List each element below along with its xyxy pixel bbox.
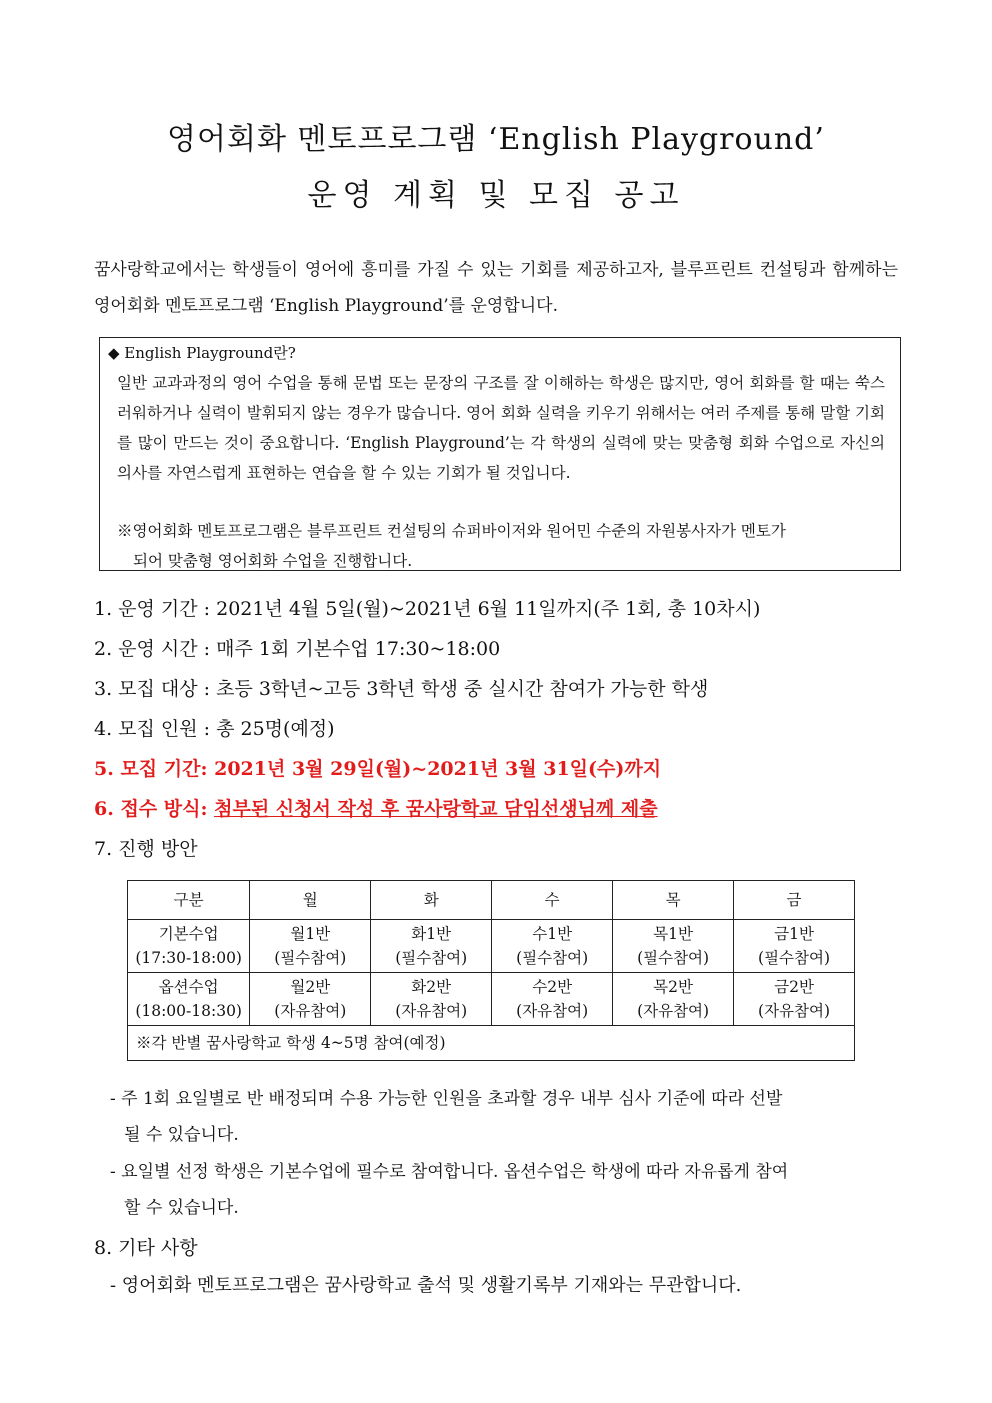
item-period: 1. 운영 기간 : 2021년 4월 5일(월)~2021년 6월 11일까지(주 1회, 총 10차시) <box>94 598 761 620</box>
bullet-participation-line2: 할 수 있습니다. <box>124 1198 239 1218</box>
header-cell: 월 <box>250 881 371 920</box>
class-name: 금1반 <box>774 925 814 943</box>
class-cell <box>250 973 371 1026</box>
class-cell <box>371 920 492 973</box>
bullet-participation <box>110 1154 898 1226</box>
class-cell <box>613 973 734 1026</box>
intro-paragraph: 꿈사랑학교에서는 학생들이 영어에 흥미를 가질 수 있는 기회를 제공하고자, 블루프린트 컨설팅과 함께하는 영어회화 멘토프로그램 ‘English Playground’를 운영합니다. <box>94 260 898 316</box>
item-etc: 8. 기타 사항 <box>94 1237 198 1259</box>
info-box-heading: ◆ English Playground란? <box>108 344 296 362</box>
class-note: (자유참여) <box>516 1002 589 1020</box>
info-box-note-line1: ※영어회화 멘토프로그램은 블루프린트 컨설팅의 슈퍼바이저와 원어민 수준의 자원봉사자가 멘토가 <box>117 522 786 540</box>
class-cell <box>492 920 613 973</box>
header-cell: 목 <box>613 881 734 920</box>
item-capacity: 4. 모집 인원 : 총 25명(예정) <box>94 718 335 740</box>
item-application-label: 6. 접수 방식: <box>94 798 215 820</box>
class-name: 목1반 <box>653 925 693 943</box>
schedule-table <box>127 880 855 1061</box>
schedule-note-row <box>128 1026 855 1061</box>
header-cell: 화 <box>371 881 492 920</box>
item-target: 3. 모집 대상 : 초등 3학년~고등 3학년 학생 중 실시간 참여가 가능한 학생 <box>94 678 709 700</box>
item-recruit-period: 5. 모집 기간: 2021년 3월 29일(월)~2021년 3월 31일(수)까지 <box>94 758 662 780</box>
class-note: (자유참여) <box>758 1002 831 1020</box>
class-cell <box>250 920 371 973</box>
class-cell <box>492 973 613 1026</box>
class-cell <box>371 973 492 1026</box>
bullet-assignment <box>110 1081 898 1153</box>
class-note: (자유참여) <box>395 1002 468 1020</box>
class-note: (필수참여) <box>516 949 589 967</box>
row-label: 옵션수업 <box>158 978 219 996</box>
row-label: 기본수업 <box>158 925 219 943</box>
class-name: 수2반 <box>532 978 573 996</box>
class-note: (필수참여) <box>395 949 468 967</box>
class-name: 월2반 <box>290 978 331 996</box>
row-label-cell <box>128 973 250 1026</box>
class-name: 수1반 <box>532 925 573 943</box>
class-note: (필수참여) <box>637 949 710 967</box>
header-cell: 수 <box>492 881 613 920</box>
info-box <box>99 337 901 571</box>
item-plan: 7. 진행 방안 <box>94 838 198 860</box>
bullet-participation-line1: - 요일별 선정 학생은 기본수업에 필수로 참여합니다. 옵션수업은 학생에 따라 자유롭게 참여 <box>110 1162 789 1182</box>
bullet-assignment-line1: - 주 1회 요일별로 반 배정되며 수용 가능한 인원을 초과할 경우 내부 심사 기준에 따라 선발 <box>110 1089 783 1109</box>
class-note: (자유참여) <box>637 1002 710 1020</box>
row-time: (18:00-18:30) <box>135 1002 242 1020</box>
schedule-note: ※각 반별 꿈사랑학교 학생 4~5명 참여(예정) <box>128 1026 855 1061</box>
class-name: 목2반 <box>653 978 693 996</box>
class-cell <box>734 920 855 973</box>
header-cell: 구분 <box>128 881 250 920</box>
document-title-line2: 운영 계획 및 모집 공고 <box>307 178 685 213</box>
schedule-header-row <box>128 881 855 920</box>
bullet-assignment-line2: 될 수 있습니다. <box>124 1125 239 1145</box>
table-row <box>128 973 855 1026</box>
header-cell: 금 <box>734 881 855 920</box>
class-cell <box>613 920 734 973</box>
row-time: (17:30-18:00) <box>135 949 242 967</box>
info-box-note-line2: 되어 맞춤형 영어회화 수업을 진행합니다. <box>133 552 413 570</box>
class-name: 화1반 <box>411 925 452 943</box>
class-cell <box>734 973 855 1026</box>
class-note: (자유참여) <box>274 1002 347 1020</box>
class-note: (필수참여) <box>274 949 347 967</box>
item-application <box>94 794 658 821</box>
class-note: (필수참여) <box>758 949 831 967</box>
info-box-body: 일반 교과과정의 영어 수업을 통해 문법 또는 문장의 구조를 잘 이해하는 학생은 많지만, 영어 회화를 할 때는 쑥스러워하거나 실력이 발휘되지 않는 경우가 많습니다. 영어 회화 실력을 키우기 위해서는 여러 주제를 통해 말할 기회를 많이 만드는 것이 중요합니다. ‘English Playground’는 각 학생의 실력에 맞는 맞춤형 회화 수업으로 자신의 의사를 자연스럽게 표현하는 연습을 할 수 있는 기회가 될 것입니다. <box>117 374 885 482</box>
class-name: 화2반 <box>411 978 452 996</box>
row-label-cell <box>128 920 250 973</box>
document-title-line1: 영어회화 멘토프로그램 ‘English Playground’ <box>167 122 825 157</box>
class-name: 금2반 <box>774 978 814 996</box>
info-box-note <box>117 516 885 576</box>
bullet-etc: - 영어회화 멘토프로그램은 꿈사랑학교 출석 및 생활기록부 기재와는 무관합니다. <box>110 1275 742 1296</box>
class-name: 월1반 <box>290 925 331 943</box>
item-application-value: 첨부된 신청서 작성 후 꿈사랑학교 담임선생님께 제출 <box>214 798 658 820</box>
item-time: 2. 운영 시간 : 매주 1회 기본수업 17:30~18:00 <box>94 638 501 660</box>
table-row <box>128 920 855 973</box>
